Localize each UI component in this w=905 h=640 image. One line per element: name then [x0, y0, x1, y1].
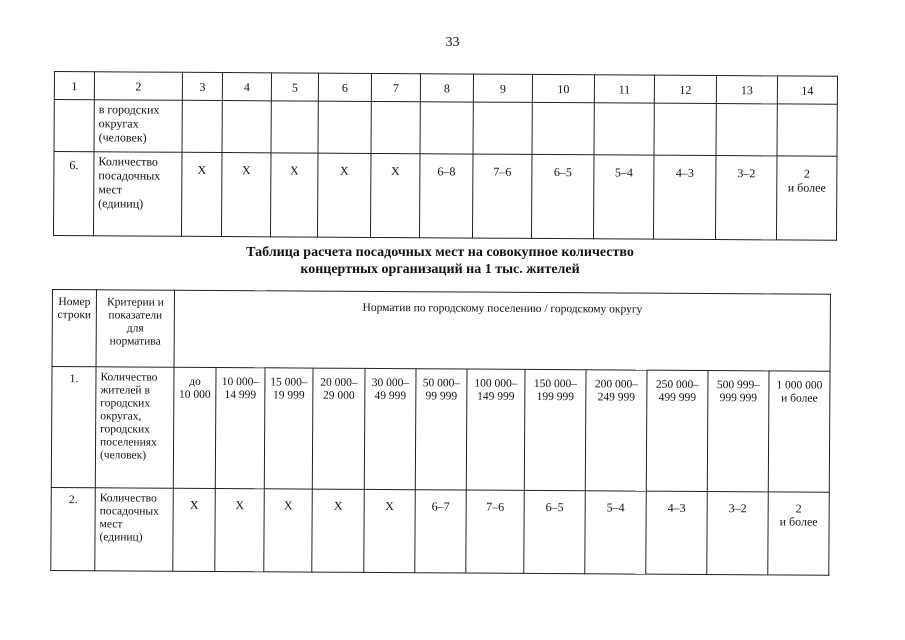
criteria-line: мест — [98, 182, 123, 197]
empty-cell — [371, 101, 420, 153]
range-cell — [415, 369, 467, 490]
range-cell — [173, 367, 216, 488]
empty-cell — [777, 104, 837, 156]
row-number: 2. — [51, 487, 96, 570]
value-cell: X — [173, 488, 216, 571]
range-line: до — [189, 375, 201, 388]
column-number: 1 — [54, 72, 94, 100]
column-number: 10 — [532, 74, 594, 102]
value-cell: X — [215, 489, 265, 572]
page-number: 33 — [445, 35, 460, 50]
value-cell: 6–5 — [524, 490, 586, 573]
value-line: 2 — [795, 501, 802, 516]
range-line: 150 000– — [533, 377, 578, 391]
criteria-line: посадочных — [99, 505, 159, 518]
value-line: и более — [787, 180, 826, 195]
range-line: 50 000– — [422, 377, 461, 390]
table-row — [51, 367, 830, 493]
empty-cell — [473, 102, 532, 154]
column-number: 5 — [271, 73, 318, 101]
range-line: 250 000– — [655, 378, 700, 391]
header-line: строки — [57, 309, 92, 322]
column-number: 12 — [654, 75, 716, 103]
value-cell: 6–7 — [415, 490, 467, 573]
continued-table — [53, 71, 838, 241]
criteria-line: Количество — [98, 154, 158, 169]
header-line: норматива — [109, 335, 161, 348]
range-line: 49 999 — [374, 389, 407, 403]
value-cell: X — [370, 153, 420, 237]
number-header — [52, 290, 96, 367]
range-cell — [364, 368, 416, 489]
criteria-line: в городских — [98, 102, 160, 117]
criteria-line: (единиц) — [99, 531, 143, 544]
range-line: 149 999 — [477, 390, 515, 403]
value-cell: 3–2 — [707, 492, 769, 575]
criteria-line: Количество — [100, 371, 158, 384]
range-cell — [707, 371, 769, 492]
value-cell: 4–3 — [653, 155, 716, 239]
value-cell: 5–4 — [585, 491, 647, 574]
value-line: 2 — [803, 166, 810, 181]
table-title — [0, 244, 880, 278]
empty-cell — [182, 100, 222, 152]
normative-header: Норматив по городскому поселению / городскому округу — [174, 290, 831, 371]
range-line: 100 000– — [474, 377, 518, 390]
criteria-line: мест — [99, 518, 123, 531]
value-cell: X — [270, 153, 318, 237]
empty-cell — [271, 101, 318, 153]
header-row — [52, 290, 831, 372]
range-line: 29 000 — [323, 389, 355, 402]
column-number: 6 — [318, 73, 371, 101]
value-cell — [768, 492, 830, 575]
empty-cell — [318, 101, 371, 153]
criteria-line: поселениях — [100, 436, 157, 449]
range-line: 999 999 — [719, 392, 758, 405]
criteria-line: округах — [98, 116, 139, 131]
criteria-line: городских — [100, 397, 151, 410]
criteria-cell — [95, 488, 174, 571]
range-cell — [215, 368, 265, 489]
value-cell: X — [264, 489, 313, 572]
criteria-cell — [93, 152, 182, 237]
column-number: 8 — [420, 74, 473, 102]
range-line: 500 999– — [716, 379, 761, 392]
criteria-cell — [95, 367, 174, 488]
range-line: 1 000 000 — [776, 379, 823, 392]
value-cell: X — [364, 489, 416, 572]
range-cell — [312, 368, 365, 489]
table-row — [51, 487, 830, 575]
range-cell — [646, 370, 708, 491]
value-line: и более — [779, 514, 818, 529]
empty-cell — [532, 102, 594, 154]
range-line: 14 999 — [224, 389, 257, 402]
criteria-cell — [94, 100, 182, 153]
criteria-line: Количество — [99, 492, 157, 505]
value-cell: X — [221, 153, 271, 237]
header-line: для — [126, 322, 144, 335]
value-cell: X — [312, 489, 365, 572]
value-cell: 6–8 — [419, 154, 473, 238]
column-number: 11 — [594, 75, 654, 103]
empty-cell — [654, 103, 716, 155]
header-line: Критерии и — [106, 296, 164, 309]
row-number: 6. — [53, 152, 94, 236]
seating-table — [50, 289, 831, 576]
value-cell — [776, 156, 837, 240]
criteria-line: округах, — [100, 410, 142, 423]
criteria-line: посадочных — [98, 168, 161, 183]
range-line: 15 000– — [270, 376, 308, 389]
column-number: 3 — [182, 72, 222, 100]
range-line: 99 999 — [425, 390, 458, 403]
value-cell: 3–2 — [715, 156, 777, 240]
range-line: 199 999 — [536, 390, 575, 404]
range-line: 10 000– — [221, 376, 260, 389]
range-cell — [524, 369, 586, 490]
range-line: 20 000– — [320, 376, 358, 389]
row-number: 1. — [51, 367, 96, 488]
range-cell — [585, 370, 647, 491]
criteria-header — [96, 290, 174, 367]
range-cell — [768, 371, 830, 492]
range-line: и более — [781, 392, 818, 405]
title-line: концертных организаций на 1 тыс. жителей — [300, 262, 580, 277]
value-cell: 7–6 — [472, 154, 532, 238]
value-cell: 6–5 — [531, 154, 594, 238]
value-cell: X — [317, 153, 371, 237]
range-cell — [466, 369, 525, 490]
column-number: 13 — [716, 76, 777, 104]
range-line: 19 999 — [273, 389, 305, 402]
row-number-cell — [54, 100, 94, 152]
range-cell — [264, 368, 313, 489]
title-line: Таблица расчета посадочных мест на совокупное количество — [246, 245, 634, 260]
range-line: 200 000– — [594, 378, 639, 391]
range-line: 30 000– — [371, 376, 410, 390]
empty-cell — [716, 104, 777, 156]
criteria-line: жителей в — [100, 384, 150, 397]
column-number: 4 — [222, 73, 271, 101]
empty-cell — [222, 101, 271, 153]
header-line: показатели — [108, 309, 163, 322]
column-number: 2 — [94, 72, 182, 101]
range-line: 10 000 — [179, 388, 211, 401]
criteria-line: (человек) — [99, 449, 147, 462]
criteria-line: (человек) — [98, 130, 147, 145]
table-row — [53, 152, 836, 241]
column-number: 7 — [371, 73, 420, 101]
column-number: 14 — [777, 76, 837, 104]
value-cell: 4–3 — [646, 491, 708, 574]
value-cell: 5–4 — [593, 155, 654, 239]
value-cell: 7–6 — [466, 490, 525, 573]
range-line: 499 999 — [658, 391, 697, 404]
value-cell: X — [181, 152, 222, 236]
table-row — [54, 100, 837, 157]
empty-cell — [420, 102, 473, 154]
header-line: Номер — [58, 296, 91, 309]
criteria-line: (единиц) — [98, 196, 144, 211]
range-line: 249 999 — [597, 391, 636, 404]
criteria-line: городских — [100, 423, 150, 436]
empty-cell — [594, 103, 654, 155]
column-number: 9 — [473, 74, 532, 102]
